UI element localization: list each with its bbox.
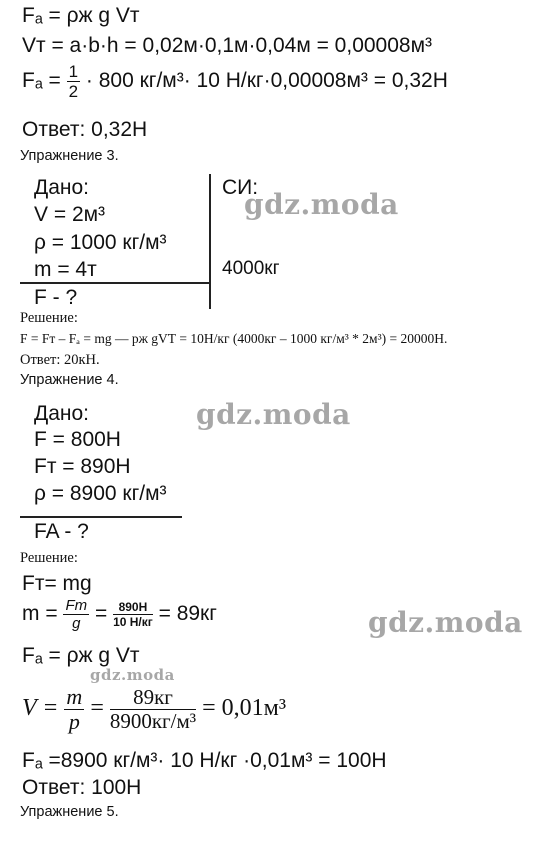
- ex4-volume-formula: [22, 686, 286, 733]
- fraction-m-over-p: [64, 686, 84, 733]
- fraction-mass-values: [113, 601, 153, 628]
- formula-force-lhs: Fₐ =: [22, 69, 61, 93]
- ex4-gravity-formula: Fт= mg: [22, 572, 92, 595]
- watermark-logo: gdz.moda: [196, 398, 351, 431]
- formula-force-rhs: · 800 кг/м³· 10 Н/кг·0,00008м³ = 0,32Н: [85, 69, 448, 93]
- ex3-si-divider: [209, 174, 211, 309]
- ex4-given-density: ρ = 8900 кг/м³: [34, 482, 167, 505]
- ex3-given-density: ρ = 1000 кг/м³: [34, 231, 167, 254]
- equals-sign: =: [94, 602, 108, 626]
- ex4-final-calc: Fₐ =8900 кг/м³· 10 Н/кг ·0,01м³ = 100Н: [22, 749, 387, 772]
- ex4-given-gravity: Fт = 890Н: [34, 455, 131, 478]
- fraction-denominator: 10 Н/кг: [113, 615, 153, 629]
- answer-top: Ответ: 0,32Н: [22, 118, 148, 141]
- fraction-volume-values: [110, 687, 196, 732]
- fraction-denominator: 8900кг/м³: [109, 709, 197, 733]
- ex4-given-divider: [20, 516, 182, 518]
- ex3-answer: Ответ: 20кН.: [20, 352, 100, 368]
- ex3-si-value: 4000кг: [222, 258, 280, 279]
- ex4-mass-lhs: m =: [22, 602, 58, 626]
- fraction-denominator: p: [68, 709, 80, 734]
- watermark-logo: gdz.moda: [368, 606, 523, 639]
- fraction-f-over-g: [63, 598, 89, 631]
- ex4-find: FA - ?: [34, 520, 89, 543]
- fraction-half: [67, 63, 80, 100]
- fraction-denominator: 2: [68, 82, 79, 101]
- ex4-given-force: F = 800Н: [34, 428, 121, 451]
- ex4-mass-formula: [22, 598, 217, 631]
- ex4-volume-lhs: V =: [22, 695, 59, 722]
- ex3-given-divider: [20, 282, 210, 284]
- formula-volume: Vт = a·b·h = 0,02м·0,1м·0,04м = 0,00008м³: [22, 34, 433, 57]
- ex4-volume-result: = 0,01м³: [202, 695, 287, 722]
- watermark-logo-small: gdz.moda: [90, 666, 175, 684]
- fraction-numerator: 1: [68, 62, 79, 81]
- fraction-numerator: Fт: [65, 597, 88, 614]
- ex3-given-mass: m = 4т: [34, 258, 97, 281]
- formula-archimedes: Fₐ = ρж g Vт: [22, 4, 140, 27]
- ex3-given-label: Дано:: [34, 176, 90, 199]
- formula-force-calc: [22, 63, 448, 100]
- fraction-numerator: 890Н: [113, 601, 153, 615]
- ex3-given-volume: V = 2м³: [34, 203, 106, 226]
- ex4-given-label: Дано:: [34, 402, 90, 425]
- ex3-solution-label: Решение:: [20, 310, 78, 326]
- ex4-answer: Ответ: 100Н: [22, 776, 142, 799]
- fraction-numerator: 89кг: [110, 687, 196, 710]
- exercise-5-title: Упражнение 5.: [20, 804, 119, 820]
- fraction-numerator: m: [66, 684, 83, 709]
- ex3-solution-formula: F = Fт – Fₐ = mg — pж gVТ = 10Н/кг (4000кг – 1000 кг/м³ * 2м³) = 20000Н.: [20, 331, 448, 346]
- exercise-3-title: Упражнение 3.: [20, 148, 119, 164]
- ex3-find: F - ?: [34, 286, 78, 309]
- ex4-mass-result: = 89кг: [158, 602, 217, 626]
- watermark-logo: gdz.moda: [244, 188, 399, 221]
- ex3-si-label: СИ:: [222, 176, 259, 199]
- ex4-solution-label: Решение:: [20, 550, 78, 566]
- exercise-4-title: Упражнение 4.: [20, 372, 119, 388]
- ex4-archimedes-formula: Fₐ = ρж g Vт: [22, 644, 140, 667]
- equals-sign: =: [90, 695, 104, 722]
- fraction-denominator: g: [72, 615, 81, 632]
